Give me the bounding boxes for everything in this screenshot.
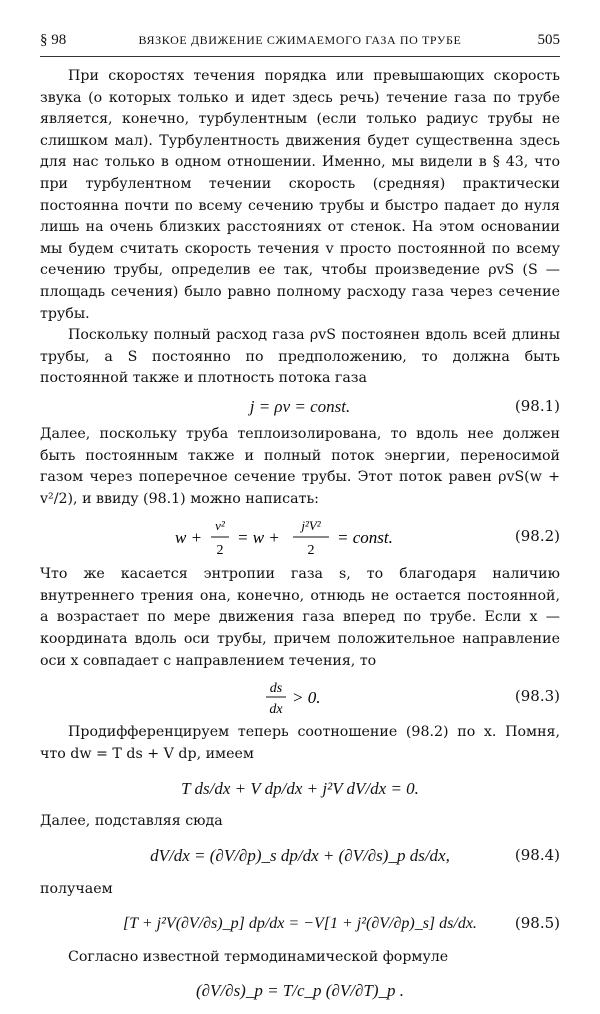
equation-derivative-body: T ds/dx + V dp/dx + j²V dV/dx = 0.: [181, 778, 419, 798]
eq2-frac2-num: j²V²: [301, 518, 321, 534]
paragraph-3: Далее, поскольку труба теплоизолирована, то вдоль нее должен быть постоянным также и полный поток энергии, переносимой газом через поперечное сечение трубы. Этот поток равен ρvS(w + v²/2), и ввиду (98.1) можно написать:: [40, 425, 560, 507]
eq3-rhs: > 0.: [292, 688, 321, 708]
section-number: § 98: [40, 32, 67, 48]
running-header: [40, 32, 560, 54]
equation-98-3-number: (98.3): [514, 687, 560, 706]
paragraph-7: получаем: [40, 881, 113, 898]
equation-98-2: [40, 514, 560, 560]
equation-98-3: [40, 676, 560, 718]
eq2-frac1-den: 2: [216, 543, 224, 559]
equation-98-1-body: j = ρv = const.: [249, 397, 351, 417]
page-body: [40, 66, 560, 1014]
equation-98-5-body: [T + j²V(∂V/∂s)_p] dp/dx = −V[1 + j²(∂V/∂p)_s] ds/dx.: [123, 914, 477, 932]
equation-thermo: [40, 972, 560, 1010]
equation-98-5-number: (98.5): [514, 913, 560, 932]
chapter-title: ВЯЗКОЕ ДВИЖЕНИЕ СЖИМАЕМОГО ГАЗА ПО ТРУБЕ: [138, 33, 462, 47]
page-number: 505: [537, 32, 560, 48]
equation-thermo-body: (∂V/∂s)_p = T/c_p (∂V/∂T)_p .: [196, 981, 404, 1001]
eq2-lhs: w +: [175, 528, 203, 548]
equation-98-1: [40, 394, 560, 420]
equation-98-4: [40, 837, 560, 875]
eq3-num: ds: [269, 681, 283, 697]
paragraph-5: Продифференцируем теперь соотношение (98.2) по x. Помня, что dw = T ds + V dp, имеем: [40, 724, 560, 762]
equation-98-2-svg: [175, 514, 425, 560]
equation-98-4a: [40, 769, 560, 807]
paragraph-1: При скоростях течения порядка или превышающих скорость звука (о которых только и идет здесь речь) течение газа по трубе является, конечно, турбулентным (если только радиус трубы не слишком мал). Турбулентность движения будет существенна здесь для нас только в одном отношении. Именно, мы видели в § 43, что при турбулентном течении скорость (средняя) практически постоянна почти по всему сечению трубы и быстро падает до нуля лишь на очень близких расстояниях от стенок. На этом основании мы будем считать скорость течения v просто постоянной по всему сечению трубы, определив ее так, чтобы произведение ρvS (S — площадь сечения) было равно полному расходу газа через сечение трубы.: [40, 68, 560, 322]
paragraph-2: Поскольку полный расход газа ρvS постоянен вдоль всей длины трубы, а S постоянно по предположению, то должна быть постоянной также и плотность потока газа: [40, 327, 560, 387]
paragraph-4: Что же касается энтропии газа s, то благодаря наличию внутреннего трения она, конечно, отнюдь не остается постоянной, а возрастает по мере движения газа вперед по трубе. Если x — координата вдоль оси трубы, причем положительное направление оси x совпадает с направлением течения, то: [40, 566, 560, 669]
eq2-rhs: = const.: [337, 528, 393, 548]
equation-98-1-number: (98.1): [514, 397, 560, 416]
paragraph-6: Далее, подставляя сюда: [40, 813, 223, 830]
eq2-frac1-num: v²: [215, 518, 225, 534]
equation-98-4-body: dV/dx = (∂V/∂p)_s dp/dx + (∂V/∂s)_p ds/dx,: [150, 846, 450, 866]
eq3-den: dx: [269, 702, 283, 718]
equation-98-2-number: (98.2): [514, 527, 560, 546]
header-rule: [40, 56, 560, 57]
equation-98-5: [40, 905, 560, 943]
eq2-mid: = w +: [237, 528, 280, 548]
paragraph-8: Согласно известной термодинамической формуле: [68, 948, 449, 965]
eq2-frac2-den: 2: [307, 543, 315, 559]
equation-98-3-svg: [265, 676, 335, 718]
equation-98-4-number: (98.4): [514, 846, 560, 865]
